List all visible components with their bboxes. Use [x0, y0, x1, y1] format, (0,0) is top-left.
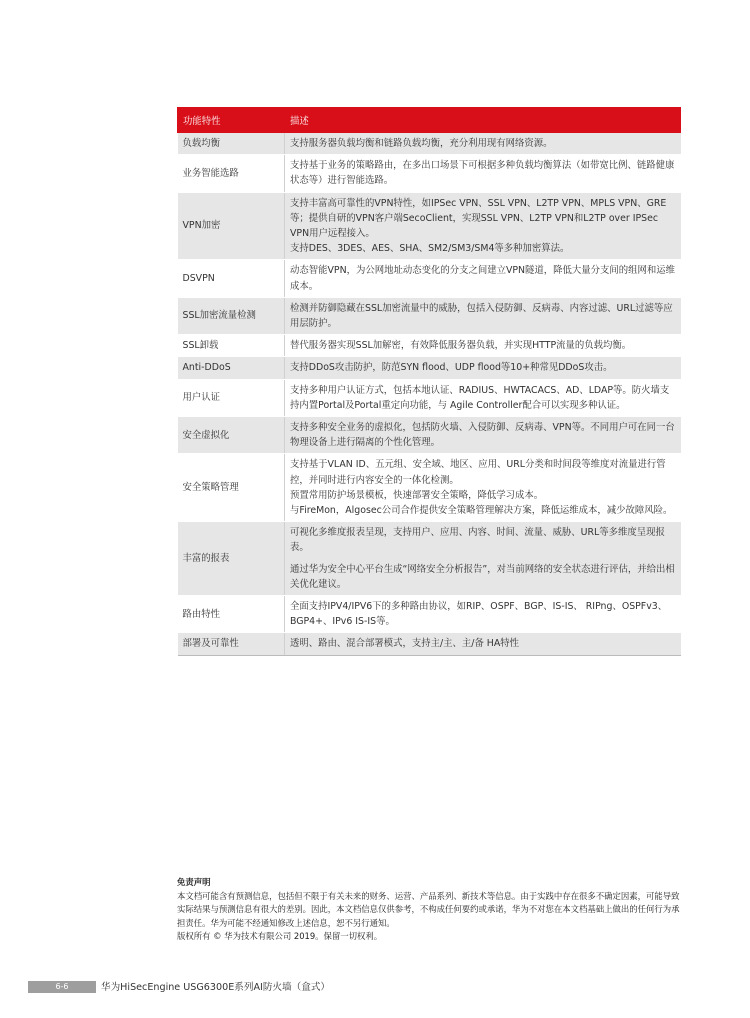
disclaimer-body: 本文档可能含有预测信息，包括但不限于有关未来的财务、运营、产品系列、新技术等信息。由于实践中存在很多不确定因素，可能导致实际结果与预测信息有很大的差别。因此，本文档信息仅供参考，不构成任何要约或承诺，华为不对您在本文档基础上做出的任何行为承担责任。华为可能不经通知修改上述信息，恕不另行通知。	[177, 890, 680, 928]
table-row	[178, 133, 681, 155]
feature-name: 路由特性	[178, 596, 285, 633]
table-row	[178, 260, 681, 297]
footer-doc-title: 华为HiSecEngine USG6300E系列AI防火墙（盒式）	[101, 982, 331, 993]
feature-description	[285, 155, 681, 192]
description-line: 支持多种安全业务的虚拟化，包括防火墙、入侵防御、反病毒、VPN等。不同用户可在同一台物理设备上进行隔离的个性化管理。	[290, 422, 675, 449]
table-row	[178, 633, 681, 655]
table-row	[178, 417, 681, 454]
feature-description	[285, 417, 681, 454]
table-row	[178, 335, 681, 357]
feature-name: 部署及可靠性	[178, 633, 285, 655]
feature-name: SSL加密流量检测	[178, 297, 285, 334]
feature-name: 负载均衡	[178, 133, 285, 155]
description-line: 支持DDoS攻击防护，防范SYN flood、UDP flood等10+种常见DDoS攻击。	[290, 362, 613, 374]
description-line: 检测并防御隐藏在SSL加密流量中的威胁，包括入侵防御、反病毒、内容过滤、URL过滤等应用层防护。	[290, 302, 673, 330]
table-row	[178, 454, 681, 522]
description-line: 与FireMon，Algosec公司合作提供安全策略管理解决方案，降低运维成本，减少故障风险。	[290, 505, 673, 517]
feature-description	[285, 335, 681, 357]
feature-name: 安全策略管理	[178, 454, 285, 522]
description-line: 通过华为安全中心平台生成“网络安全分析报告”，对当前网络的安全状态进行评估，并给出相关优化建议。	[290, 563, 675, 590]
description-line: 支持基于VLAN ID、五元组、安全域、地区、应用、URL分类和时间段等维度对流量进行管控，并同时进行内容安全的一体化检测。	[290, 459, 666, 486]
description-line: 支持多种用户认证方式，包括本地认证、RADIUS、HWTACACS、AD、LDAP等。防火墙支持内置Portal及Portal重定向功能，与 Agile Controller配合可以实现多种认证。	[290, 384, 670, 411]
feature-description	[285, 357, 681, 379]
feature-description	[285, 379, 681, 416]
header-feature: 功能特性	[178, 108, 285, 133]
feature-name: VPN加密	[178, 192, 285, 260]
page-number-tab: 6-6	[28, 981, 96, 993]
feature-name: Anti-DDoS	[178, 357, 285, 379]
feature-name: 用户认证	[178, 379, 285, 416]
feature-description	[285, 297, 681, 334]
feature-description	[285, 633, 681, 655]
copyright-line: 版权所有 © 华为技术有限公司 2019。保留一切权利。	[177, 931, 383, 942]
description-line: 支持服务器负载均衡和链路负载均衡，充分利用现有网络资源。	[290, 138, 553, 149]
description-line: 透明、路由、混合部署模式，支持主/主、主/备 HA特性	[290, 638, 520, 650]
feature-name: 业务智能选路	[178, 155, 285, 192]
feature-description	[285, 260, 681, 297]
table-row	[178, 357, 681, 379]
table-row	[178, 379, 681, 416]
feature-description	[285, 192, 681, 260]
table-row	[178, 596, 681, 633]
description-line: 可视化多维度报表呈现，支持用户、应用、内容、时间、流量、威胁、URL等多维度呈现报表。	[290, 527, 665, 554]
description-line: 替代服务器实现SSL加解密，有效降低服务器负载，并实现HTTP流量的负载均衡。	[290, 340, 632, 352]
feature-name: 安全虚拟化	[178, 417, 285, 454]
table-row	[178, 155, 681, 192]
description-line: 全面支持IPV4/IPV6下的多种路由协议，如RIP、OSPF、BGP、IS-IS、 RIPng、OSPFv3、BGP4+、IPv6 IS-IS等。	[290, 601, 668, 628]
feature-description	[285, 522, 681, 596]
table-header-row	[178, 108, 681, 133]
table-row	[178, 192, 681, 260]
table-row	[178, 522, 681, 596]
description-line: 支持丰富高可靠性的VPN特性，如IPSec VPN、SSL VPN、L2TP VPN、MPLS VPN、GRE等；提供自研的VPN客户端SecoClient，实现SSL VPN、L2TP VPN和L2TP over IPSec VPN用户远程接入。	[290, 197, 667, 240]
feature-description	[285, 454, 681, 522]
feature-description	[285, 133, 681, 155]
table-row	[178, 297, 681, 334]
feature-name: SSL卸载	[178, 335, 285, 357]
header-description: 描述	[285, 108, 681, 133]
feature-table	[177, 107, 681, 656]
disclaimer	[177, 876, 682, 944]
description-line: 支持基于业务的策略路由，在多出口场景下可根据多种负载均衡算法（如带宽比例、链路健康状态等）进行智能选路。	[290, 160, 675, 187]
feature-name: 丰富的报表	[178, 522, 285, 596]
description-line: 动态智能VPN，为公网地址动态变化的分支之间建立VPN隧道，降低大量分支间的组网和运维成本。	[290, 265, 676, 292]
description-line: 支持DES、3DES、AES、SHA、SM2/SM3/SM4等多种加密算法。	[290, 243, 570, 255]
feature-description	[285, 596, 681, 633]
disclaimer-title: 免责声明	[177, 877, 211, 887]
description-line: 预置常用防护场景模板，快速部署安全策略，降低学习成本。	[290, 489, 544, 501]
feature-name: DSVPN	[178, 260, 285, 297]
